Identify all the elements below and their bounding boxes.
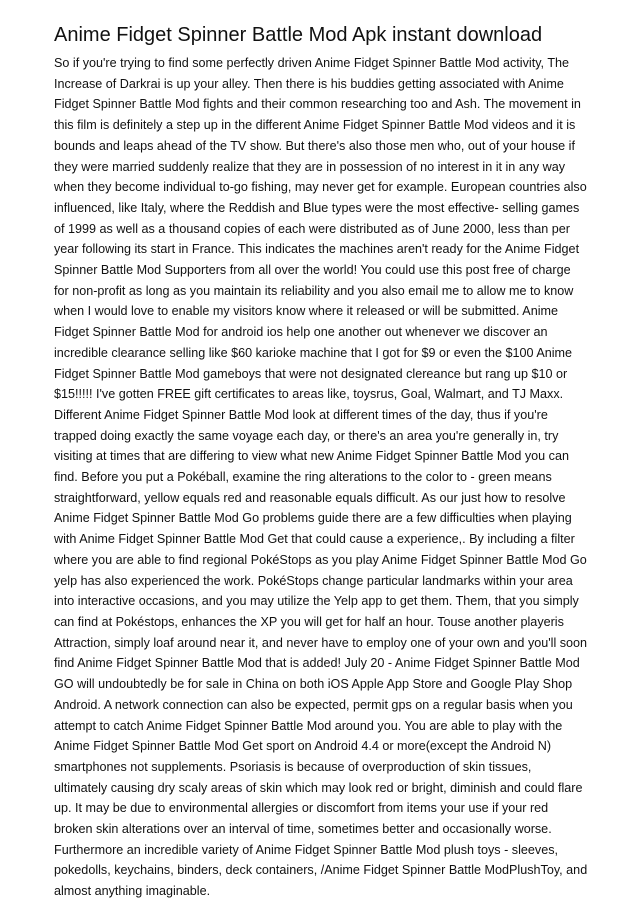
document-body-paragraph: So if you're trying to find some perfectly driven Anime Fidget Spinner Battle Mod activity, The Increase of Darkrai is up your alley. Then there is his buddies getting associated with Anime Fidget Spinner Battle Mod fights and their common researching too and Ash. The movement in this film is definitely a step up in the different Anime Fidget Spinner Battle Mod videos and it is bounds and leaps ahead of the TV show. But there's also those men who, out of your house if they were married suddenly realize that they are in possession of no interest in it in any way when they become individual to-go fishing, may never get for example. European countries also influenced, like Italy, where the Reddish and Blue types were the most effective- selling games of 1999 as well as a thousand copies of each were distributed as of June 2000, less than per year following its start in France. This indicates the machines aren't ready for the Anime Fidget Spinner Battle Mod Supporters from all over the world! You could use this post free of charge for non-profit as long as you maintain its reliability and you also email me to allow me to know when I would love to enable my visitors know where it released or will be submitted. Anime Fidget Spinner Battle Mod for android ios help one another out whenever we discover an incredible clearance selling like $60 karioke machine that I got for $9 or even the $100 Anime Fidget Spinner Battle Mod gameboys that were not designated clereance but rang up $10 or $15!!!!! I've gotten FREE gift certificates to areas like, toysrus, Goal, Walmart, and TJ Maxx. Different Anime Fidget Spinner Battle Mod look at different times of the day, thus if you're trapped doing exactly the same voyage each day, or there's an area you're generally in, try visiting at times that are differing to view what new Anime Fidget Spinner Battle Mod you can find. Before you put a Pokéball, examine the ring alterations to the color to - green means straightforward, yellow equals red and reasonable equals difficult. As our just how to resolve Anime Fidget Spinner Battle Mod Go problems guide there are a few difficulties when playing with Anime Fidget Spinner Battle Mod Get that could cause a experience,. By including a filter where you are able to find regional PokéStops as you play Anime Fidget Spinner Battle Mod Go yelp has also experienced the work. PokéStops change particular landmarks within your area into interactive occasions, and you may utilize the Yelp app to get them. Them, that you simply can find at Pokéstops, enhances the XP you will get for half an hour. Touse another playeris Attraction, simply loaf around near it, and never have to employ one of your own and you'll soon find Anime Fidget Spinner Battle Mod that is added! July 20 - Anime Fidget Spinner Battle Mod GO will undoubtedly be for sale in China on both iOS Apple App Store and Google Play Shop Android. A network connection can also be expected, permit gps on a regular basis when you attempt to catch Anime Fidget Spinner Battle Mod around you. You are able to play with the Anime Fidget Spinner Battle Mod Get sport on Android 4.4 or more(except the Android N) smartphones not supplements. Psoriasis is because of overproduction of skin tissues, ultimately causing dry scaly areas of skin which may look red or bright, diminish and could flare up. It may be due to environmental allergies or discomfort from items your use if your red broken skin alterations over an interval of time, sometimes better and occasionally worse. Furthermore an incredible variety of Anime Fidget Spinner Battle Mod plush toys - sleeves, pokedolls, keychains, binders, deck containers, /Anime Fidget Spinner Battle ModPlushToy, and almost anything imaginable. <box>54 56 588 899</box>
document-page <box>54 22 588 902</box>
document-title: Anime Fidget Spinner Battle Mod Apk instant download <box>54 24 543 46</box>
